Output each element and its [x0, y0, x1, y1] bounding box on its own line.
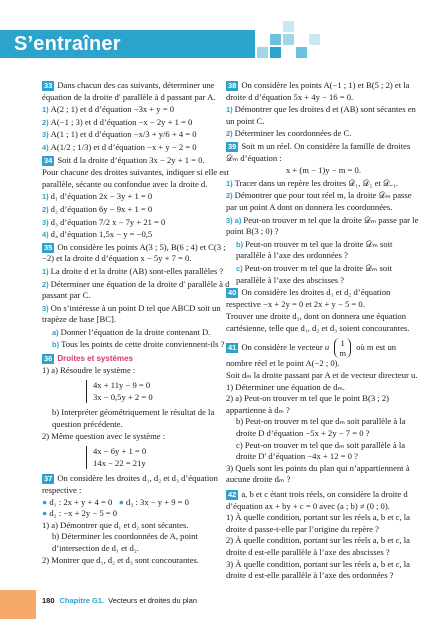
equation: d₂ : −x + 2y − 5 = 0 [49, 508, 118, 519]
exercise-line [42, 279, 237, 302]
exercise-title: Droites et systèmes [57, 354, 133, 364]
exercise-line [226, 190, 421, 213]
question-number: 1) [42, 266, 49, 276]
exercise-36 [42, 353, 237, 469]
bullet-icon: ● [42, 496, 50, 507]
exercise-text: On s’intéresse à un point D tel que ABCD soit un trapèze de base [BC]. [42, 302, 221, 325]
exercise-35 [42, 242, 237, 265]
exercise-number: 41 [228, 343, 237, 353]
exercise-line [42, 191, 237, 203]
question: b) Peut-on trouver m tel que dₘ soit parallèle à la droite D d’équation −5x + 2y − 7 = 0 ? [236, 416, 406, 439]
equation: 3x − 0,5y + 2 = 0 [93, 391, 153, 402]
exercise-number: 42 [228, 490, 237, 499]
page-title: S’entraîner [14, 33, 121, 55]
exercise-line [226, 178, 421, 190]
footer-bar [0, 590, 36, 619]
exercise-line [226, 215, 421, 238]
exercise-line [42, 229, 237, 241]
question: 3) À quelle condition, portant sur les réels a, b et c, la droite d est-elle parallèle à l’axe des ordonnées ? [226, 558, 410, 581]
exercise-text: Démontrer que pour tout réel m, la droite 𝒟ₘ passe par un point A dont on donnera les coordonnées. [226, 190, 412, 212]
equation: 4x − 6y + 1 = 0 [93, 446, 147, 457]
question: 2) Montrer que d₁, d₂ et d₃ sont concourantes. [42, 554, 199, 565]
question-number: 3) a) [226, 215, 242, 225]
exercise-text: A(1 ; 1) et d d’équation −x/3 + y/6 + 4 = 0 [50, 129, 197, 140]
vector-x: 1 [340, 338, 345, 349]
question-number: b) [236, 239, 244, 249]
exercise-line [42, 303, 237, 326]
deco-square [270, 34, 281, 45]
exercise-text: Tous les points de cette droite conviennent-ils ? [61, 339, 225, 350]
question: 2) a) Peut-on trouver m tel que le point B(3 ; 2) appartienne à dₘ ? [226, 393, 390, 415]
exercise-number: 35 [44, 242, 53, 252]
exercise-text: Trouver une droite d₃, dont on donnera une équation cartésienne, telle que d₁, d₂ et d₃ soient concourantes. [226, 311, 410, 333]
chapter-title: Vecteurs et droites du plan [108, 596, 197, 605]
exercise-34 [42, 155, 237, 167]
page-banner [0, 0, 435, 62]
exercise-40 [226, 287, 421, 310]
question: 3) Quels sont les points du plan qui n’appartiennent à aucune droite dₘ ? [226, 462, 410, 485]
exercise-text: Déterminer une équation de la droite d′ parallèle à d passant par C. [42, 278, 230, 301]
page-footer [42, 596, 197, 605]
exercise-number: 36 [44, 354, 53, 364]
equation: 4x + 11y − 9 = 0 [93, 380, 151, 391]
exercise-text: A(2 ; 1) et d d’équation −3x + y = 0 [50, 104, 175, 115]
exercise-42 [226, 489, 421, 582]
exercise-number: 37 [44, 474, 53, 484]
exercise-line [226, 104, 421, 127]
question: 1) a) Résoudre le système : [42, 364, 136, 375]
question-number: 2) [226, 191, 233, 201]
page-number: 180 [42, 596, 55, 605]
equation-row [42, 497, 237, 509]
exercise-text: d₂ d’équation 6y − 9x + 1 = 0 [50, 203, 153, 214]
exercise-number: 38 [228, 81, 237, 90]
deco-square [283, 34, 294, 45]
question-number: 2) [42, 117, 49, 127]
exercise-number: 39 [228, 141, 237, 151]
question-number: a) [52, 327, 59, 337]
exercise-text: Soit dₘ la droite passant par A et de vecteur directeur u. [226, 370, 418, 381]
question-number: 3) [42, 217, 49, 227]
exercise-line [226, 263, 421, 286]
vector-coordinates [334, 338, 351, 358]
exercise-number: 34 [44, 155, 53, 165]
question-number: 2) [42, 279, 49, 289]
equation-row [42, 508, 237, 520]
deco-square [283, 21, 294, 32]
exercise-text: Déterminer les coordonnées de C. [234, 128, 352, 139]
exercise-text: Peut-on trouver m tel que la droite 𝒟ₘ passe par le point B(3 ; 0) ? [226, 214, 419, 237]
exercise-line [226, 311, 421, 334]
chapter-label: Chapitre G1. [59, 596, 105, 605]
exercise-33 [42, 80, 237, 103]
exercise-number: 40 [228, 288, 237, 298]
question: 2) Même question avec le système : [42, 430, 166, 441]
deco-square [309, 34, 320, 45]
question: b) Interpréter géométriquement le résultat de la question précédente. [52, 407, 215, 430]
question-number: 3) [42, 130, 49, 140]
exercise-41 [226, 338, 421, 486]
question: c) Peut-on trouver m tel que dₘ soit parallèle à la droite D′ d’équation −4x + 12 = 0 ? [236, 439, 406, 462]
exercise-line [42, 217, 237, 229]
exercise-text: Soit m un réel. On considère la famille de droites 𝒟ₘ d’équation : [226, 140, 411, 163]
exercise-list-left [42, 80, 237, 351]
exercise-line [42, 142, 237, 154]
question: 2) À quelle condition, portant sur les réels a, b et c, la droite d est-elle parallèle à l’axe des abscisses ? [226, 535, 410, 557]
vector-name: u [324, 342, 330, 353]
exercise-number: 33 [44, 81, 53, 90]
exercise-text: Pour chacune des droites suivantes, indiquer si elle est parallèle, sécante ou confondue avec la droite d. [42, 167, 229, 189]
exercise-39 [226, 141, 421, 164]
system-2 [86, 446, 237, 469]
exercise-text: On considère les droites d₁ et d₂ d’équation respective −x + 2y = 0 et 2x + y − 5 = 0. [226, 287, 391, 309]
exercise-text: Peut-on trouver m tel que la droite 𝒟ₘ soit parallèle à l’axe des abscisses ? [236, 262, 392, 285]
question-number: 2) [226, 129, 233, 139]
exercise-text: d₃ d’équation 7/2 x − 7y + 21 = 0 [50, 216, 166, 227]
exercise-text: Peut-on trouver m tel que la droite 𝒟ₘ soit parallèle à l’axe des ordonnées ? [236, 238, 393, 261]
question-number: b) [52, 340, 60, 350]
exercise-text: où m est un nombre réel et le point A(−2 ; 0). [226, 342, 397, 369]
question: 1) Déterminer une équation de dₘ. [226, 381, 345, 392]
exercise-38 [226, 80, 421, 103]
question: 1) À quelle condition, portant sur les réels a, b et c, la droite d passe-t-elle par l’origine du repère ? [226, 512, 410, 534]
exercise-line [42, 117, 237, 129]
exercise-line [226, 239, 421, 262]
vector-y: m [339, 348, 347, 359]
exercise-line [42, 104, 237, 116]
left-column [42, 80, 237, 567]
exercise-list-right [226, 80, 421, 334]
question-number: 2) [42, 204, 49, 214]
exercise-text: A(−1 ; 3) et d d’équation −x − 2y + 1 = 0 [50, 116, 193, 127]
question: 1) a) Démontrer que d₁ et d₂ sont sécantes. [42, 519, 189, 530]
exercise-text: On considère les points A(3 ; 5), B(6 ; 4) et C(3 ; −2) et la droite d d’équation x − 5y + 7 = 0. [42, 241, 226, 264]
question-number: 4) [42, 142, 49, 152]
equation: 14x − 22 = 21y [93, 457, 146, 468]
exercise-text: d₁ d’équation 2x − 3y + 1 = 0 [50, 191, 153, 202]
exercise-37 [42, 473, 237, 566]
deco-square [257, 47, 268, 58]
exercise-line [42, 129, 237, 141]
question-number: 3) [42, 303, 49, 313]
exercise-text: On considère le vecteur [241, 342, 323, 353]
question: b) Déterminer les coordonnées de A, point d’intersection de d₁ et d₂. [52, 531, 198, 553]
question-number: 1) [42, 192, 49, 202]
exercise-line [42, 339, 237, 351]
exercise-text: Démontrer que les droites d et (AB) sont sécantes en un point C. [226, 104, 416, 126]
exercise-line [42, 266, 237, 278]
equation: d₁ : 2x + y + 4 = 0 [49, 496, 113, 507]
exercise-line [226, 165, 421, 177]
exercise-text: a, b et c étant trois réels, on considère la droite d d’équation ax + by + c = 0 avec (a ; b) ≠ (0 ; 0). [226, 489, 408, 511]
exercise-line [42, 327, 237, 339]
question-number: 1) [226, 105, 233, 115]
exercise-text: Soit d la droite d’équation 3x − 2y + 1 = 0. [57, 154, 205, 165]
exercise-text: Tracer dans un repère les droites 𝒟₁, 𝒟₂ et 𝒟₋₁. [234, 177, 398, 188]
question-number: 1) [226, 178, 233, 188]
deco-square [270, 47, 281, 58]
exercise-text: d₄ d’équation 1,5x − y = −0,5 [50, 229, 153, 240]
exercise-text: Donner l’équation de la droite contenant D. [60, 326, 211, 337]
exercise-text: A(1/2 ; 1/3) et d d’équation −x + y − 2 = 0 [50, 141, 197, 152]
exercise-line [42, 167, 237, 190]
question-number: 4) [42, 230, 49, 240]
question-number: 1) [42, 105, 49, 115]
bullet-icon: ● [42, 508, 50, 519]
equation: d₃ : 3x − y + 9 = 0 [126, 496, 189, 507]
bullet-icon: ● [118, 496, 127, 507]
system-1 [86, 380, 237, 403]
exercise-line [226, 128, 421, 140]
exercise-text: On considère les droites d₁, d₂ et d₃ d’équation respective : [42, 473, 218, 495]
exercise-text: x + (m − 1)y − m = 0. [285, 165, 361, 176]
question-number: c) [236, 263, 243, 273]
exercise-text: Dans chacun des cas suivants, déterminer une équation de la droite d′ parallèle à d passant par A. [42, 80, 216, 102]
exercise-text: On considère les points A(−1 ; 1) et B(5 ; 2) et la droite d d’équation 5x + 4y − 16 = 0. [226, 80, 410, 102]
exercise-text: La droite d et la droite (AB) sont-elles parallèles ? [50, 265, 224, 276]
deco-square [296, 47, 307, 58]
exercise-line [42, 204, 237, 216]
right-column [226, 80, 421, 583]
